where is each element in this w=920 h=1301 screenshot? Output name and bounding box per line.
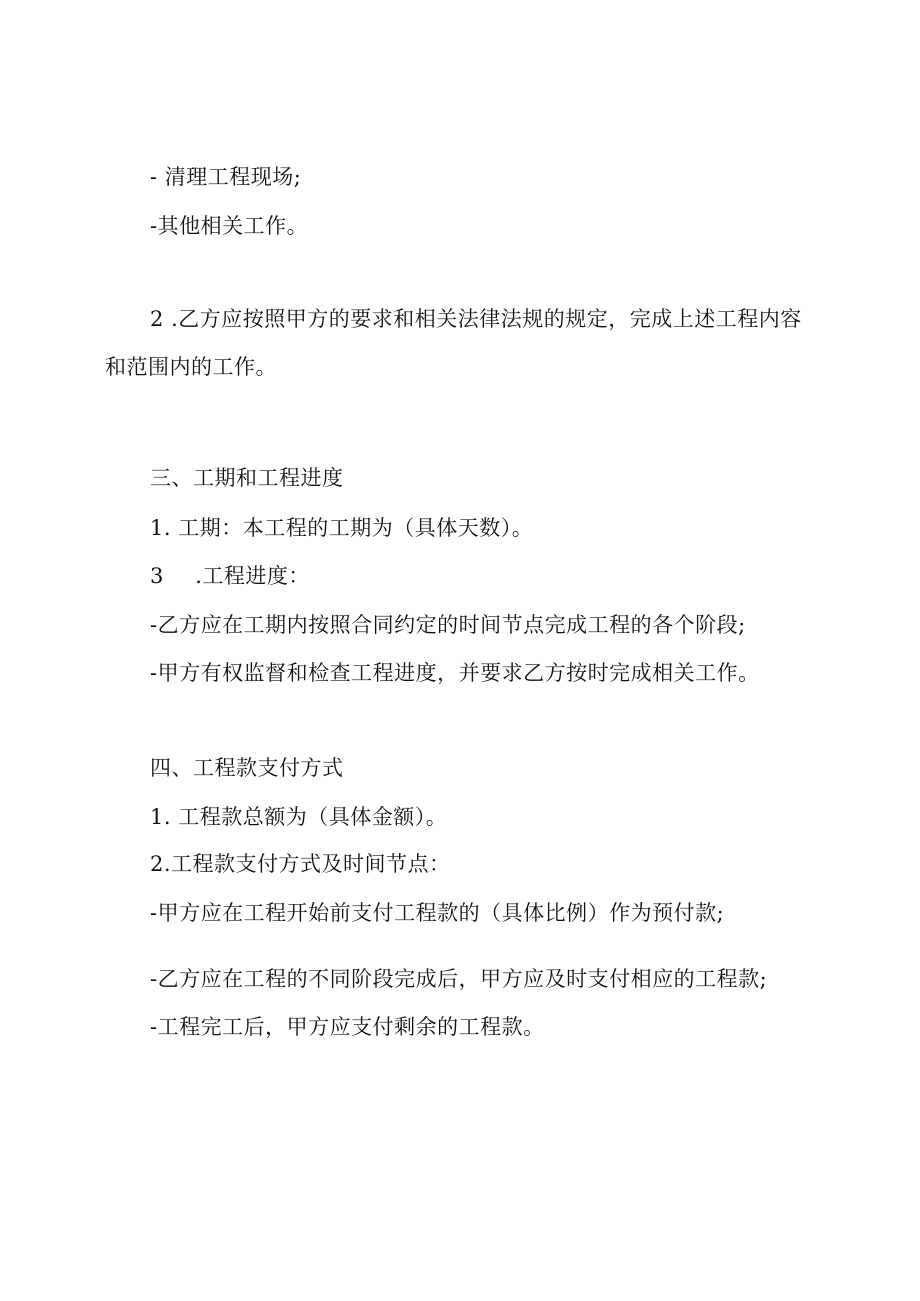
line-text: -工程完工后，甲方应支付剩余的工程款。 <box>150 1015 545 1039</box>
clause-progress <box>150 562 310 590</box>
line-text: - 清理工程现场; <box>150 165 302 189</box>
list-item-party-a-supervise <box>150 659 760 687</box>
line-text: .工程进度： <box>195 564 310 588</box>
line-text: 1. 工程款总额为（具体金额）。 <box>150 805 448 829</box>
line-text: -甲方有权监督和检查工程进度，并要求乙方按时完成相关工作。 <box>150 661 760 685</box>
line-text: .乙方应按照甲方的要求和相关法律法规的规定，完成上述工程内容 <box>171 307 802 331</box>
list-item-clean-site <box>150 163 301 191</box>
section-heading-schedule <box>150 464 344 492</box>
line-text: 2.工程款支付方式及时间节点： <box>150 852 451 876</box>
clause-2-paragraph <box>150 305 802 333</box>
line-text: -其他相关工作。 <box>150 214 309 238</box>
heading-text: 四、工程款支付方式 <box>150 756 344 780</box>
clause-total-amount <box>150 803 447 831</box>
heading-text: 三、工期和工程进度 <box>150 466 344 490</box>
list-item-other-work <box>150 212 308 240</box>
line-text: 和范围内的工作。 <box>105 355 277 379</box>
list-item-party-b-stages <box>150 611 746 639</box>
list-item-final-payment <box>150 1013 545 1041</box>
line-text: -乙方应在工期内按照合同约定的时间节点完成工程的各个阶段; <box>150 613 746 637</box>
line-text: 1. 工期：本工程的工期为（具体天数）。 <box>150 516 534 540</box>
clause-number: 2 <box>150 307 164 331</box>
clause-2-continuation <box>105 353 277 381</box>
line-text: -乙方应在工程的不同阶段完成后，甲方应及时支付相应的工程款; <box>150 967 768 991</box>
clause-payment-method <box>150 850 451 878</box>
line-text: -甲方应在工程开始前支付工程款的（具体比例）作为预付款; <box>150 901 725 925</box>
section-heading-payment <box>150 754 344 782</box>
clause-number: 3 <box>150 564 164 588</box>
list-item-stage-payment <box>150 965 767 993</box>
clause-duration <box>150 514 533 542</box>
list-item-advance-payment <box>150 899 724 927</box>
